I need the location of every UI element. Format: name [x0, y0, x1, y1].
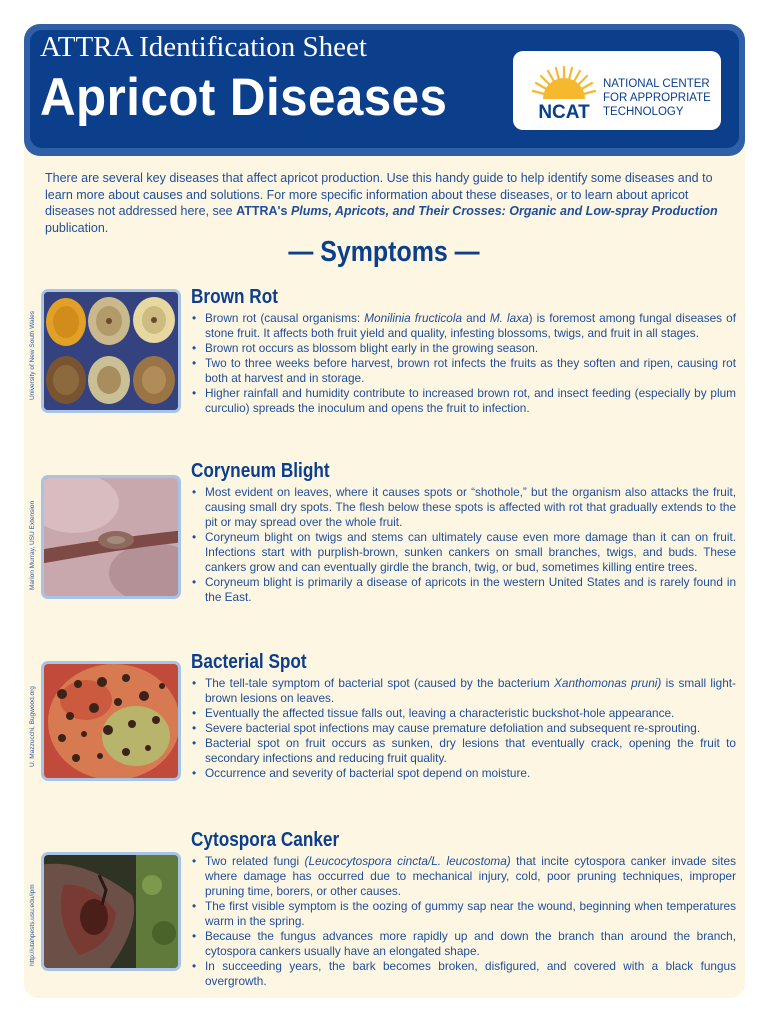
scientific-name: M. laxa — [489, 311, 529, 325]
photo-credit: U. Mazzucchi, Bugwood.org — [29, 686, 36, 767]
symptom-bullet — [205, 721, 736, 736]
ncat-logo — [513, 51, 721, 130]
photo-credit: http://utahpests.usu.edu/ipm — [29, 884, 36, 966]
bullet-text: is small light-brown lesions on leaves. — [205, 676, 736, 705]
disease-title: Coryneum Blight — [191, 460, 330, 482]
symptom-list — [191, 676, 736, 781]
ncat-name-line: NATIONAL CENTER — [603, 78, 710, 90]
bullet-text: Brown rot (causal organisms: — [205, 311, 365, 325]
disease-title: Bacterial Spot — [191, 651, 307, 673]
symptom-bullet — [205, 736, 736, 766]
symptoms-heading: — Symptoms — — [288, 236, 480, 268]
symptom-bullet — [205, 575, 736, 605]
bullet-text: and — [462, 311, 490, 325]
coryneum-blight-photo — [41, 475, 181, 599]
bullet-text: Higher rainfall and humidity contribute to increased brown rot, and insect feeding (especially by plum curculio) spreads the inoculum and opens the fruit to infection. — [205, 386, 736, 415]
bullet-text: Coryneum blight is primarily a disease of apricots in the western United States and is rarely found in the East. — [205, 575, 736, 604]
intro-text: There are several key diseases that affect apricot production. Use this handy guide to help identify some diseases and to learn more about causes and solutions. For more specific information about these diseases, or to learn about apricot diseases not addressed here, see — [45, 171, 713, 218]
bullet-text: Brown rot occurs as blossom blight early in the growing season. — [205, 341, 539, 355]
scientific-name: (Leucocytospora cincta/L. leucostoma) — [304, 854, 511, 868]
bullet-text: Two to three weeks before harvest, brown rot infects the fruits as they soften and ripen, causing rot both at harvest and in storage. — [205, 356, 736, 385]
photo-credit: University of New South Wales — [29, 311, 36, 400]
disease-section-coryneum-blight — [191, 461, 736, 605]
header-kicker: ATTRA Identification Sheet — [40, 31, 367, 63]
scientific-name: Xanthomonas pruni) — [554, 676, 662, 690]
bacterial-spot-image — [44, 664, 178, 778]
symptom-list — [191, 854, 736, 989]
intro-source-title: Plums, Apricots, and Their Crosses: Organic and Low-spray Production — [290, 204, 718, 218]
symptom-bullet — [205, 356, 736, 386]
disease-section-cytospora-canker — [191, 830, 736, 989]
bullet-text: Occurrence and severity of bacterial spot depend on moisture. — [205, 766, 531, 780]
ncat-wordmark: NCAT — [538, 102, 590, 123]
photo-credit: Marion Murray, USU Extension — [29, 500, 36, 590]
ncat-name-line: TECHNOLOGY — [603, 106, 684, 118]
intro-paragraph — [45, 170, 725, 236]
disease-title: Brown Rot — [191, 286, 278, 308]
ncat-name — [603, 77, 711, 119]
intro-source-org: ATTRA's — [236, 204, 291, 218]
symptom-bullet — [205, 311, 736, 341]
scientific-name: Monilinia fructicola — [364, 311, 463, 325]
disease-title: Cytospora Canker — [191, 829, 340, 851]
bullet-text: Because the fungus advances more rapidly up and down the branch than around the branch, cytospora cankers usually have an elongated shape. — [205, 929, 736, 958]
symptom-bullet — [205, 959, 736, 989]
disease-section-brown-rot — [191, 287, 736, 416]
symptom-bullet — [205, 530, 736, 575]
symptom-list — [191, 485, 736, 605]
bullet-text: In succeeding years, the bark becomes broken, disfigured, and covered with a black fungus overgrowth. — [205, 959, 736, 988]
symptom-bullet — [205, 854, 736, 899]
symptom-bullet — [205, 706, 736, 721]
disease-section-bacterial-spot — [191, 652, 736, 781]
symptom-bullet — [205, 341, 736, 356]
bullet-text: The first visible symptom is the oozing of gummy sap near the wound, beginning when temperatures warm in the spring. — [205, 899, 736, 928]
symptom-bullet — [205, 766, 736, 781]
symptom-bullet — [205, 676, 736, 706]
bacterial-spot-photo — [41, 661, 181, 781]
brown-rot-photo — [41, 289, 181, 413]
intro-text-end: publication. — [45, 220, 109, 235]
bullet-text: Two related fungi — [205, 854, 305, 868]
cytospora-canker-photo — [41, 852, 181, 971]
bullet-text: Coryneum blight on twigs and stems can ultimately cause even more damage than it can on fruit. Infections start with purplish-brown, sunken cankers on small branches, twigs, and buds. These cankers grow and can eventually girdle the branch, twig, or bud, sometimes killing entire trees. — [205, 530, 736, 574]
bullet-text: The tell-tale symptom of bacterial spot (caused by the bacterium — [205, 676, 555, 690]
coryneum-blight-image — [44, 478, 178, 596]
symptom-bullet — [205, 899, 736, 929]
symptom-list — [191, 311, 736, 416]
page-title: Apricot Diseases — [40, 68, 448, 127]
ncat-name-line: FOR APPROPRIATE — [603, 92, 711, 104]
bullet-text: Most evident on leaves, where it causes spots or “shothole,” but the organism also attacks the fruit, causing small dry spots. The flesh below these spots is affected with rot that gradually extends to the pit or may spread over the whole fruit. — [205, 485, 736, 529]
bullet-text: Eventually the affected tissue falls out, leaving a characteristic buckshot-hole appearance. — [205, 706, 675, 720]
sunburst-icon — [531, 63, 597, 123]
brown-rot-image — [44, 292, 178, 410]
bullet-text: ) is foremost among fungal diseases of stone fruit. It affects both fruit yield and quality, infesting blossoms, twigs, and fruit in all stages. — [205, 311, 736, 340]
bullet-text: Severe bacterial spot infections may cause premature defoliation and subsequent re-sprouting. — [205, 721, 701, 735]
symptom-bullet — [205, 386, 736, 416]
symptom-bullet — [205, 485, 736, 530]
cytospora-canker-image — [44, 855, 178, 968]
bullet-text: that incite cytospora canker invade sites where damage has occurred due to mechanical injury, cold, poor pruning techniques, improper pruning time, borers, or other causes. — [205, 854, 736, 898]
symptom-bullet — [205, 929, 736, 959]
bullet-text: Bacterial spot on fruit occurs as sunken, dry lesions that eventually crack, opening the fruit to secondary infections and reducing fruit quality. — [205, 736, 736, 765]
